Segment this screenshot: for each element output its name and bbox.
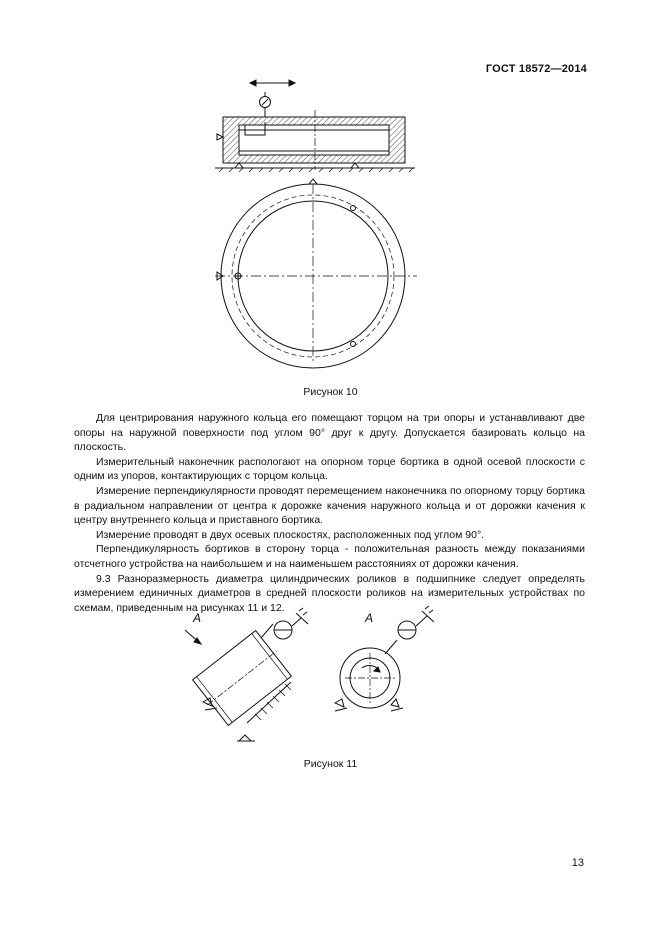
- paragraph: Измерение перпендикулярности проводят перемещением наконечника по опорному торцу бортика в радиальном направлении от центра к дорожке качения наружного кольца и от дорожки качения к центру внутреннего кольца и приставного бортика.: [74, 484, 585, 527]
- bottom-support-icon: [239, 735, 251, 741]
- support-icon: [391, 699, 399, 707]
- support-icon: [351, 163, 359, 168]
- view-label-right: А: [365, 611, 374, 625]
- figure-11-drawing: [175, 598, 465, 748]
- ring-plan-view: [215, 179, 417, 368]
- side-support-icon: [217, 134, 223, 140]
- inclined-roller-drawing: [185, 608, 308, 741]
- ring-section-drawing: [215, 110, 415, 172]
- dial-indicator-icon: [260, 92, 271, 117]
- top-support-icon: [309, 179, 317, 184]
- view-label-left: А: [193, 611, 202, 625]
- figure-10-drawing: [205, 72, 425, 377]
- measure-point-icon: [351, 206, 356, 211]
- movement-arrow-icon: [250, 80, 295, 86]
- document-code: ГОСТ 18572—2014: [485, 63, 587, 75]
- paragraph: Измерение проводят в двух осевых плоскостях, расположенных под углом 90°.: [96, 528, 485, 541]
- support-icon: [235, 163, 243, 168]
- paragraph: 9.3 Разноразмерность диаметра цилиндрических роликов в подшипнике следует определять измерением единичных диаметров в средней плоскости роликов на измерительных устройствах по схемам, приведенным на рисунках 11 и 12.: [74, 572, 585, 614]
- roller-end-view-drawing: [335, 606, 434, 711]
- figure-10-caption: Рисунок 10: [303, 386, 358, 398]
- page-number: 13: [571, 857, 584, 869]
- paragraph: Перпендикулярность бортиков в сторону торца - положительная разность между показаниями отсчетного устройства на наибольшем и на наименьшем расстояниях от дорожки качения.: [74, 543, 585, 570]
- paragraph: Для центрирования наружного кольца его помещают торцом на три опоры и устанавливают две опоры на наружной поверхности под углом 90° друг к другу. Допускается базировать кольцо на плоскость.: [74, 412, 585, 454]
- figure-11-caption: Рисунок 11: [303, 758, 358, 770]
- measure-point-icon: [351, 342, 356, 347]
- body-text: [74, 411, 585, 615]
- support-icon: [335, 699, 344, 707]
- paragraph: Измерительный наконечник располoгают на опорном торце бортика в одной осевой плоскости с одним из упоров, контактирующих с торцом кольца.: [74, 455, 585, 483]
